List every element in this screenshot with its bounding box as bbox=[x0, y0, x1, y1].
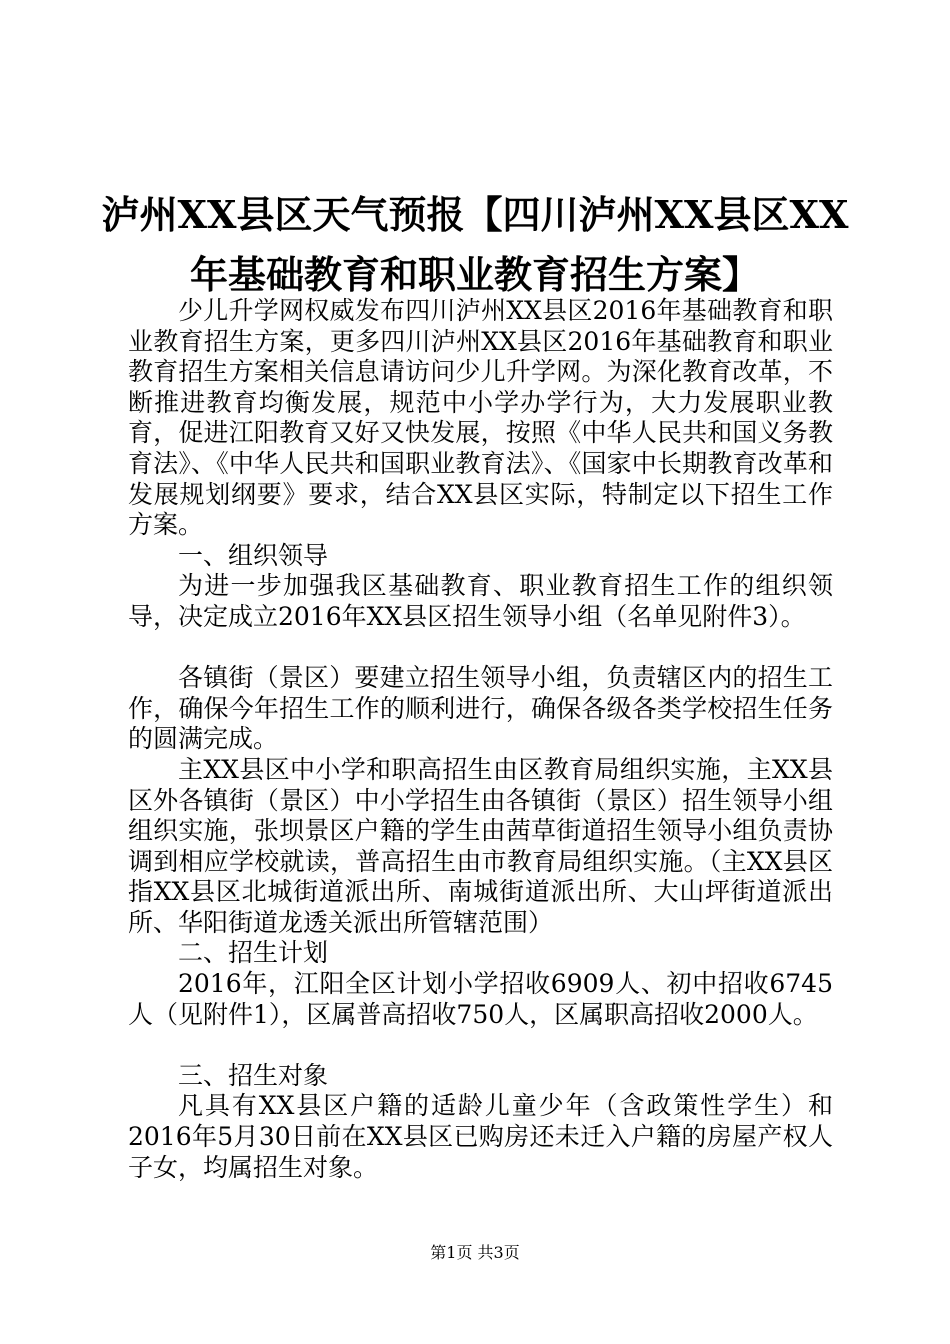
section-heading-plan: 二、招生计划 bbox=[178, 938, 329, 968]
paragraph-organization-2: 各镇街（景区）要建立招生领导小组，负责辖区内的招生工作，确保今年招生工作的顺利进行，确保各级各类学校招生任务的圆满完成。 bbox=[128, 663, 833, 754]
document-title: 泸州XX县区天气预报【四川泸州XX县区XX年基础教育和职业教育招生方案】 bbox=[101, 192, 849, 297]
paragraph-organization-1: 为进一步加强我区基础教育、职业教育招生工作的组织领导，决定成立2016年XX县区招生领导小组（名单见附件3）。 bbox=[128, 571, 833, 631]
paragraph-targets: 凡具有XX县区户籍的适龄儿童少年（含政策性学生）和2016年5月30日前在XX县区已购房还未迁入户籍的房屋产权人子女，均属招生对象。 bbox=[128, 1091, 833, 1182]
paragraph-intro: 少儿升学网权威发布四川泸州XX县区2016年基础教育和职业教育招生方案，更多四川泸州XX县区2016年基础教育和职业教育招生方案相关信息请访问少儿升学网。为深化教育改革，不断推进教育均衡发展，规范中小学办学行为，大力发展职业教育，促进江阳教育又好又快发展，按照《中华人民共和国义务教育法》、《中华人民共和国职业教育法》、《国家中长期教育改革和发展规划纲要》要求，结合XX县区实际，特制定以下招生工作方案。 bbox=[128, 296, 833, 540]
paragraph-plan: 2016年，江阳全区计划小学招收6909人、初中招收6745人（见附件1），区属普高招收750人，区属职高招收2000人。 bbox=[128, 969, 833, 1029]
document-body bbox=[128, 296, 833, 1183]
paragraph-organization-3: 主XX县区中小学和职高招生由区教育局组织实施，主XX县区外各镇街（景区）中小学招生由各镇街（景区）招生领导小组组织实施，张坝景区户籍的学生由茜草街道招生领导小组负责协调到相应学校就读，普高招生由市教育局组织实施。（主XX县区指XX县区北城街道派出所、南城街道派出所、大山坪街道派出所、华阳街道龙透关派出所管辖范围） bbox=[128, 754, 833, 937]
page-footer: 第1页 共3页 bbox=[430, 1243, 520, 1262]
section-heading-organization: 一、组织领导 bbox=[178, 540, 329, 570]
section-heading-targets: 三、招生对象 bbox=[178, 1060, 329, 1090]
